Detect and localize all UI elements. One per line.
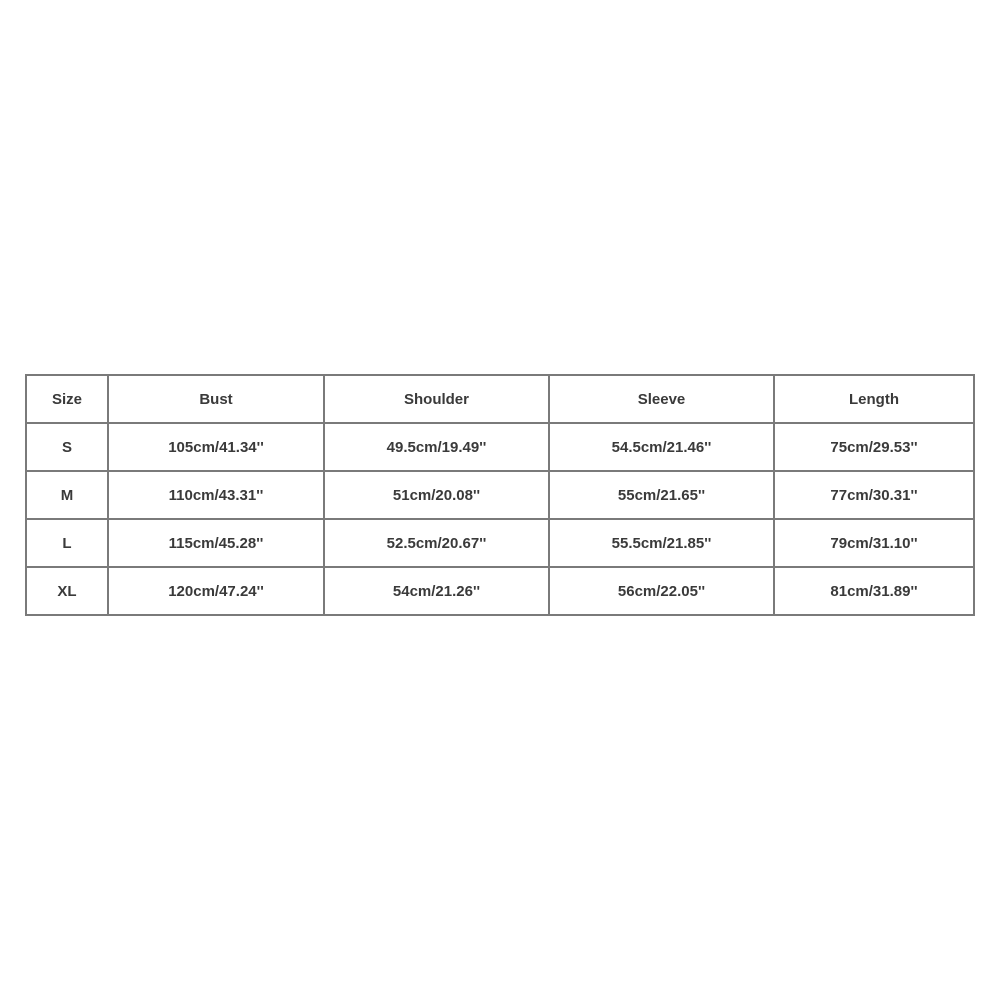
table-header-row [26,375,974,423]
cell-sleeve: 55cm/21.65'' [549,471,774,519]
cell-size: M [26,471,108,519]
cell-bust: 115cm/45.28'' [108,519,324,567]
cell-sleeve: 54.5cm/21.46'' [549,423,774,471]
cell-length: 81cm/31.89'' [774,567,974,615]
header-length: Length [774,375,974,423]
cell-size: S [26,423,108,471]
cell-bust: 105cm/41.34'' [108,423,324,471]
cell-length: 77cm/30.31'' [774,471,974,519]
size-chart-table [25,374,975,616]
cell-length: 79cm/31.10'' [774,519,974,567]
table-row [26,471,974,519]
cell-length: 75cm/29.53'' [774,423,974,471]
table-row [26,423,974,471]
cell-size: XL [26,567,108,615]
cell-shoulder: 49.5cm/19.49'' [324,423,549,471]
table-row [26,567,974,615]
header-bust: Bust [108,375,324,423]
cell-shoulder: 52.5cm/20.67'' [324,519,549,567]
cell-sleeve: 55.5cm/21.85'' [549,519,774,567]
cell-bust: 120cm/47.24'' [108,567,324,615]
cell-size: L [26,519,108,567]
cell-sleeve: 56cm/22.05'' [549,567,774,615]
header-size: Size [26,375,108,423]
table-row [26,519,974,567]
cell-shoulder: 51cm/20.08'' [324,471,549,519]
header-shoulder: Shoulder [324,375,549,423]
cell-bust: 110cm/43.31'' [108,471,324,519]
cell-shoulder: 54cm/21.26'' [324,567,549,615]
header-sleeve: Sleeve [549,375,774,423]
